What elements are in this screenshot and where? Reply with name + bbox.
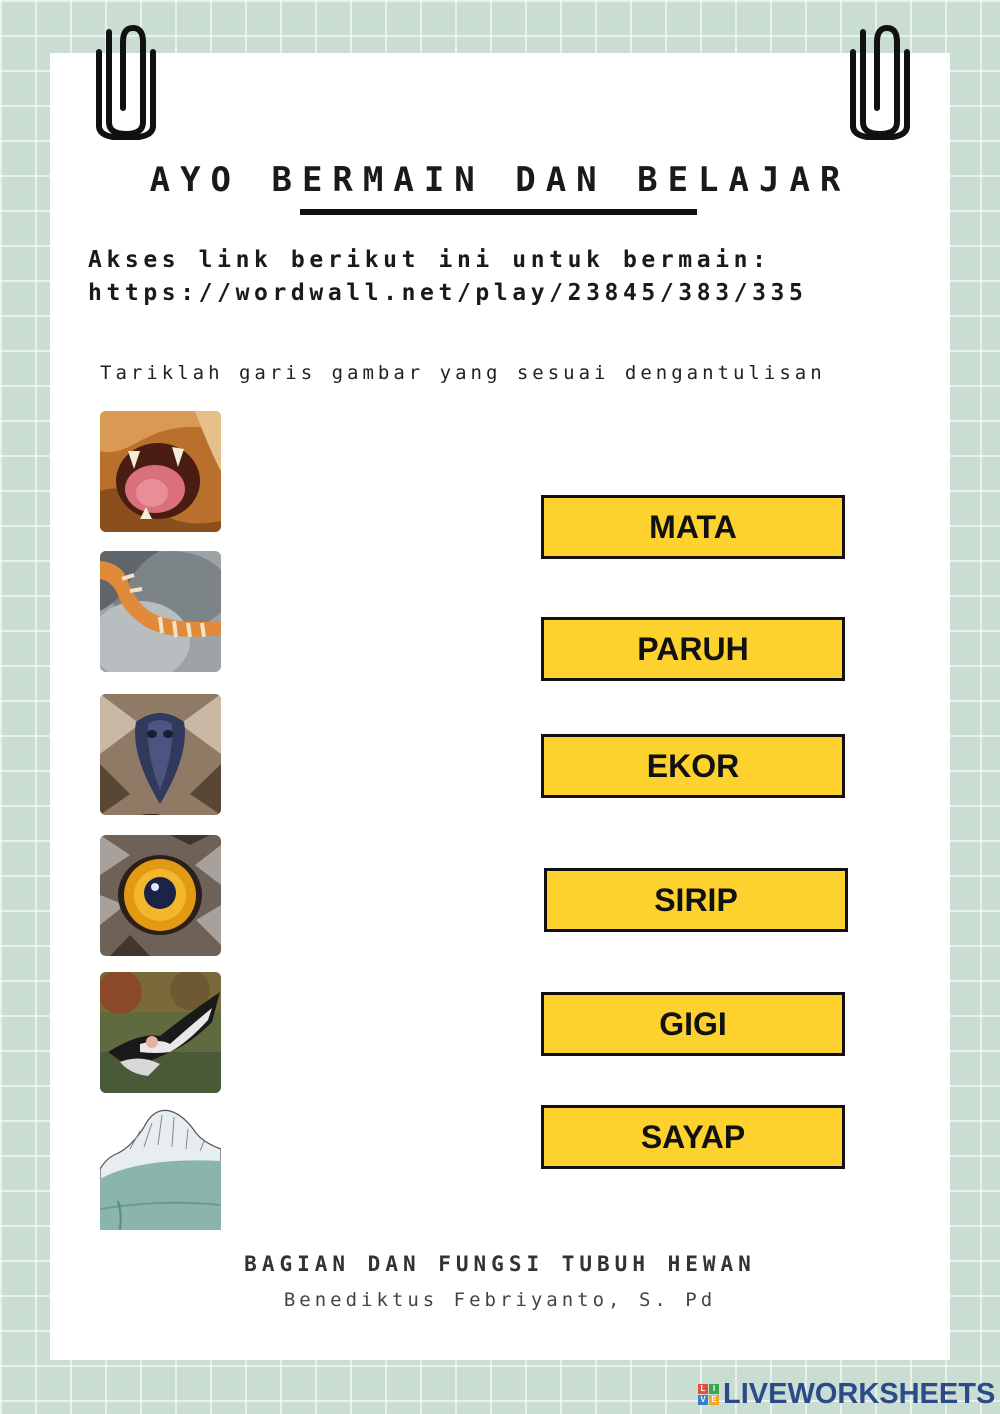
- answer-box-sirip[interactable]: SIRIP: [544, 868, 848, 932]
- footer-author: Benediktus Febriyanto, S. Pd: [283, 1289, 717, 1311]
- page-title: AYO BERMAIN DAN BELAJAR: [149, 160, 851, 200]
- answer-box-ekor[interactable]: EKOR: [541, 734, 845, 798]
- intro-text: [88, 244, 807, 310]
- answer-box-gigi[interactable]: GIGI: [541, 992, 845, 1056]
- answer-box-sayap[interactable]: SAYAP: [541, 1105, 845, 1169]
- owl-eye-image[interactable]: [100, 835, 221, 956]
- fish-fin-image[interactable]: [100, 1109, 221, 1230]
- instruction-text: Tariklah garis gambar yang sesuai dengantulisan: [100, 362, 826, 384]
- liveworksheets-logo: [698, 1378, 995, 1411]
- liveworksheets-mark-icon: [698, 1384, 719, 1405]
- lion-teeth-image[interactable]: [100, 411, 221, 532]
- cat-tail-image[interactable]: [100, 551, 221, 672]
- title-underline: [300, 209, 697, 215]
- brand-name: LIVEWORKSHEETS: [723, 1378, 996, 1410]
- brand-mark-letter: V: [698, 1395, 708, 1405]
- game-link: https://wordwall.net/play/23845/383/335: [88, 280, 808, 306]
- footer-title: BAGIAN DAN FUNGSI TUBUH HEWAN: [244, 1252, 756, 1276]
- answer-box-paruh[interactable]: PARUH: [541, 617, 845, 681]
- paperclip-icon: [95, 22, 157, 140]
- brand-mark-letter: E: [709, 1395, 719, 1405]
- paperclip-icon: [849, 22, 911, 140]
- answer-box-mata[interactable]: MATA: [541, 495, 845, 559]
- condor-wing-image[interactable]: [100, 972, 221, 1093]
- brand-mark-letter: L: [698, 1384, 708, 1394]
- bird-beak-image[interactable]: [100, 694, 221, 815]
- brand-mark-letter: I: [709, 1384, 719, 1394]
- intro-line: Akses link berikut ini untuk bermain:: [88, 247, 771, 273]
